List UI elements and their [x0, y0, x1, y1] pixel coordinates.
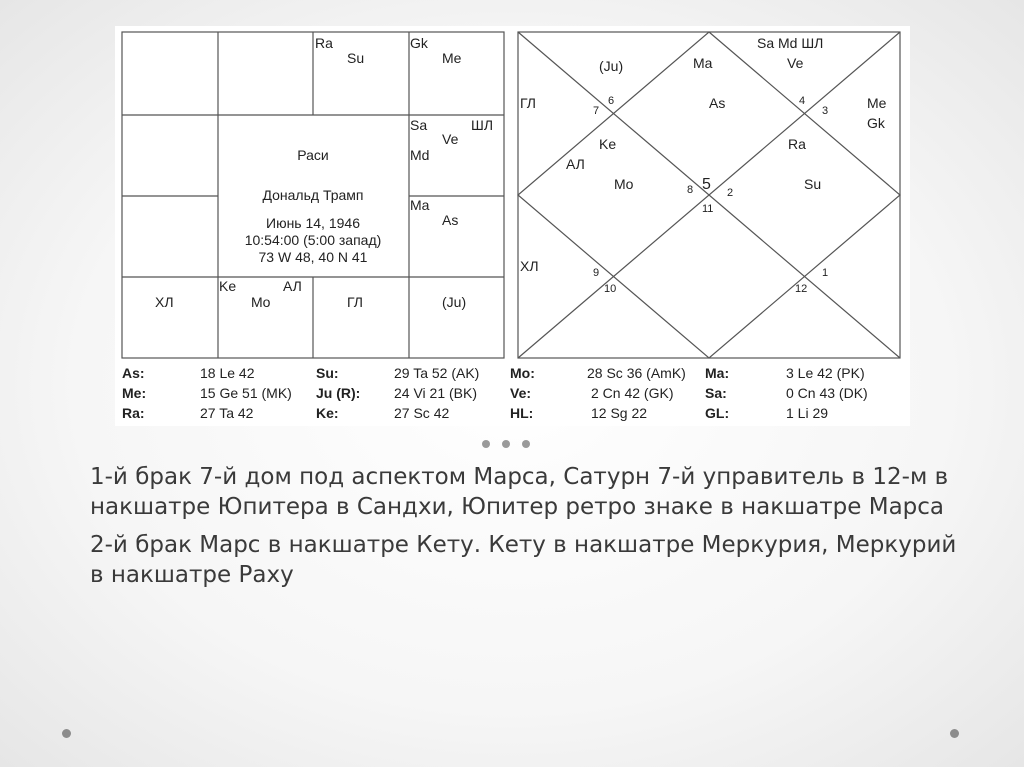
north-planet-ke: Ke — [599, 136, 617, 152]
center-date: Июнь 14, 1946 — [266, 215, 360, 231]
north-planet-ju: (Ju) — [599, 58, 624, 74]
north-planet-me: Me — [867, 95, 887, 111]
cell-bottom2-planet-3: Mo — [251, 294, 271, 310]
center-title: Раси — [297, 147, 329, 163]
house-number-12: 12 — [795, 283, 808, 295]
house-number-3: 3 — [822, 105, 829, 117]
pos-label-ke: Ke: — [316, 405, 339, 421]
house-number-2: 2 — [727, 187, 734, 199]
cell-right2-planet-1: Sa — [410, 117, 428, 133]
cell-bottom4-planet: (Ju) — [442, 294, 467, 310]
pos-value-sa: 0 Cn 43 (DK) — [786, 385, 868, 401]
center-name: Дональд Трамп — [262, 187, 364, 203]
north-planet-su: Su — [804, 176, 822, 192]
north-indian-chart — [518, 32, 900, 358]
pos-value-ma: 3 Le 42 (PK) — [786, 365, 865, 381]
cell-top3-planet-1: Ra — [315, 35, 333, 51]
cell-bottom2-planet-1: Ke — [219, 278, 237, 294]
north-planet-ma: Ma — [693, 55, 713, 71]
north-planet-mo: Mo — [614, 176, 634, 192]
pos-value-gl: 1 Li 29 — [786, 405, 829, 421]
center-coords: 73 W 48, 40 N 41 — [258, 249, 368, 265]
north-planet-al: АЛ — [566, 156, 585, 172]
pos-label-ma: Ma: — [705, 365, 730, 381]
decor-dot — [482, 440, 490, 448]
cell-right3-planet-2: As — [442, 212, 459, 228]
corner-dot-right — [950, 729, 959, 738]
pos-value-ra: 27 Ta 42 — [200, 405, 254, 421]
pos-value-ve: 2 Cn 42 (GK) — [591, 385, 674, 401]
north-planet-gl: ГЛ — [520, 95, 536, 111]
north-chart-labels — [520, 35, 887, 295]
cell-right2-planet-4: Ve — [442, 131, 459, 147]
positions-table — [122, 365, 868, 421]
north-planet-ra: Ra — [788, 136, 806, 152]
house-number-7: 7 — [593, 105, 600, 117]
pos-label-gl: GL: — [705, 405, 730, 421]
cell-top4-planet-2: Me — [442, 50, 462, 66]
cell-bottom3-label: ГЛ — [347, 294, 363, 310]
center-time: 10:54:00 (5:00 запад) — [244, 232, 382, 248]
pos-label-ju: Ju (R): — [316, 385, 361, 401]
north-planet-sa-md-shl: Sa Md ШЛ — [757, 35, 824, 51]
decor-dot — [502, 440, 510, 448]
pos-value-mo: 28 Sc 36 (AmK) — [587, 365, 686, 381]
cell-top4-planet-1: Gk — [410, 35, 428, 51]
cell-right3-planet-1: Ma — [410, 197, 430, 213]
cell-bottom2-planet-2: АЛ — [283, 278, 302, 294]
house-number-5: 5 — [702, 176, 711, 193]
pos-value-ke: 27 Sc 42 — [394, 405, 450, 421]
pos-value-hl: 12 Sg 22 — [591, 405, 648, 421]
pos-value-as: 18 Le 42 — [200, 365, 255, 381]
cell-right2-planet-2: ШЛ — [471, 117, 494, 133]
house-number-6: 6 — [608, 95, 615, 107]
paragraph-second-marriage: 2-й брак Марс в накшатре Кету. Кету в накшатре Меркурия, Меркурий в накшатре Раху — [90, 532, 957, 588]
slide-dots-decoration — [480, 436, 540, 448]
slide-body-text — [90, 462, 970, 598]
horoscope-chart-image — [115, 26, 910, 426]
cell-bottom1-label: ХЛ — [155, 294, 174, 310]
pos-label-mo: Mo: — [510, 365, 535, 381]
pos-label-su: Su: — [316, 365, 339, 381]
pos-value-me: 15 Ge 51 (MK) — [200, 385, 292, 401]
pos-label-sa: Sa: — [705, 385, 727, 401]
north-planet-hl: ХЛ — [520, 258, 539, 274]
north-planet-gk: Gk — [867, 115, 885, 131]
paragraph-first-marriage: 1-й брак 7-й дом под аспектом Марса, Сатурн 7-й управитель в 12-м в накшатре Юпитера в Сандхи, Юпитер ретро знаке в накшатре Марса — [90, 464, 949, 520]
house-number-11: 11 — [702, 203, 714, 215]
cell-right2-planet-3: Md — [410, 147, 430, 163]
pos-value-ju: 24 Vi 21 (BK) — [394, 385, 478, 401]
house-number-8: 8 — [687, 184, 694, 196]
pos-label-as: As: — [122, 365, 145, 381]
pos-label-ve: Ve: — [510, 385, 532, 401]
pos-value-su: 29 Ta 52 (AK) — [394, 365, 480, 381]
corner-dot-left — [62, 729, 71, 738]
pos-label-me: Me: — [122, 385, 147, 401]
decor-dot — [522, 440, 530, 448]
pos-label-hl: HL: — [510, 405, 534, 421]
house-number-9: 9 — [593, 267, 600, 279]
house-number-4: 4 — [799, 95, 806, 107]
north-planet-as: As — [709, 95, 726, 111]
house-number-1: 1 — [822, 267, 829, 279]
north-planet-ve: Ve — [787, 55, 804, 71]
pos-label-ra: Ra: — [122, 405, 145, 421]
cell-top3-planet-2: Su — [347, 50, 365, 66]
house-number-10: 10 — [604, 283, 617, 295]
